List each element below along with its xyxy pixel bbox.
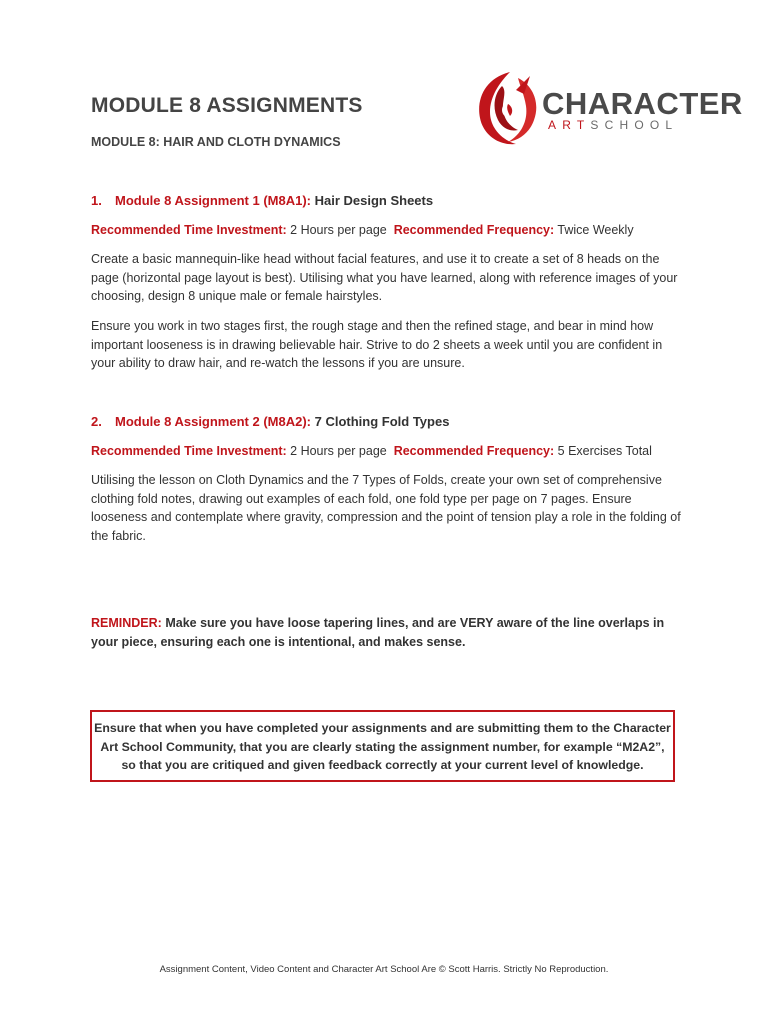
- notice-line-3: so that you are critiqued and given feedback correctly at your current level of knowledge.: [121, 758, 644, 772]
- page-subtitle: MODULE 8: HAIR AND CLOTH DYNAMICS: [91, 135, 341, 149]
- assignment-1-paragraph-1: Create a basic mannequin-like head without facial features, and use it to create a set of 8 heads on the page (horizontal page layout is best). Utilising what you have learned, along with reference images of your choosing, design 8 unique male or female hairstyles.: [91, 252, 678, 303]
- reminder-text: Make sure you have loose tapering lines, and are VERY aware of the line overlaps in your piece, ensuring each one is intentional, and makes sense.: [91, 616, 665, 649]
- assignment-1-name: Module 8 Assignment 1 (M8A1):: [115, 193, 311, 208]
- reminder: [91, 614, 681, 651]
- logo-subtitle: [548, 118, 678, 132]
- assignment-1-number: 1.: [91, 193, 102, 208]
- assignment-1-frequency-label: Recommended Frequency:: [393, 223, 555, 237]
- page-title: MODULE 8 ASSIGNMENTS: [91, 94, 363, 117]
- notice-line-1: Ensure that when you have completed your assignments and are submitting them to the Character: [94, 721, 671, 735]
- assignment-2-heading: [91, 413, 681, 432]
- assignment-2-time-label: Recommended Time Investment:: [91, 444, 287, 458]
- assignment-1-heading: [91, 192, 681, 211]
- assignment-2-frequency-label: Recommended Frequency:: [393, 444, 555, 458]
- assignment-2-recommendations: [91, 442, 681, 461]
- assignment-2-topic: 7 Clothing Fold Types: [314, 414, 450, 429]
- assignment-1-time-value: 2 Hours per page: [290, 223, 387, 237]
- assignment-1-time-label: Recommended Time Investment:: [91, 223, 287, 237]
- assignment-1-recommendations: [91, 221, 681, 240]
- logo-wordmark: CHARACTER: [542, 86, 743, 121]
- assignment-1-frequency-value: Twice Weekly: [557, 223, 634, 237]
- notice-line-2: Art School Community, that you are clearly stating the assignment number, for example “M2A2”,: [100, 739, 665, 754]
- assignment-1-topic: Hair Design Sheets: [314, 193, 434, 208]
- character-art-school-logo: [472, 68, 743, 152]
- assignment-1-paragraph-2: Ensure you work in two stages first, the rough stage and then the refined stage, and bear in mind how important looseness is in drawing believable hair. Strive to do 2 sheets a week until you are confident in your ability to draw hair, and re-watch the lessons if you are unsure.: [91, 319, 663, 370]
- reminder-label: REMINDER:: [91, 616, 162, 630]
- assignment-2-frequency-value: 5 Exercises Total: [557, 444, 652, 458]
- logo-swirl-icon: [472, 68, 542, 152]
- logo-sub-art: ART: [548, 118, 591, 132]
- copyright-footer: Assignment Content, Video Content and Character Art School Are © Scott Harris. Strictly No Reproduction.: [159, 964, 609, 975]
- assignment-2-name: Module 8 Assignment 2 (M8A2):: [115, 414, 311, 429]
- assignment-2-paragraph-1: Utilising the lesson on Cloth Dynamics and the 7 Types of Folds, create your own set of comprehensive clothing fold notes, drawing out examples of each fold, one fold type per page on 7 pages. Ensure looseness and contemplate where gravity, compression and the point of tension play a role in the folding of the fabric.: [91, 473, 681, 543]
- assignment-2-time-value: 2 Hours per page: [290, 444, 387, 458]
- assignment-2-number: 2.: [91, 414, 102, 429]
- logo-sub-school: SCHOOL: [590, 118, 679, 132]
- submission-notice-box: [90, 710, 675, 782]
